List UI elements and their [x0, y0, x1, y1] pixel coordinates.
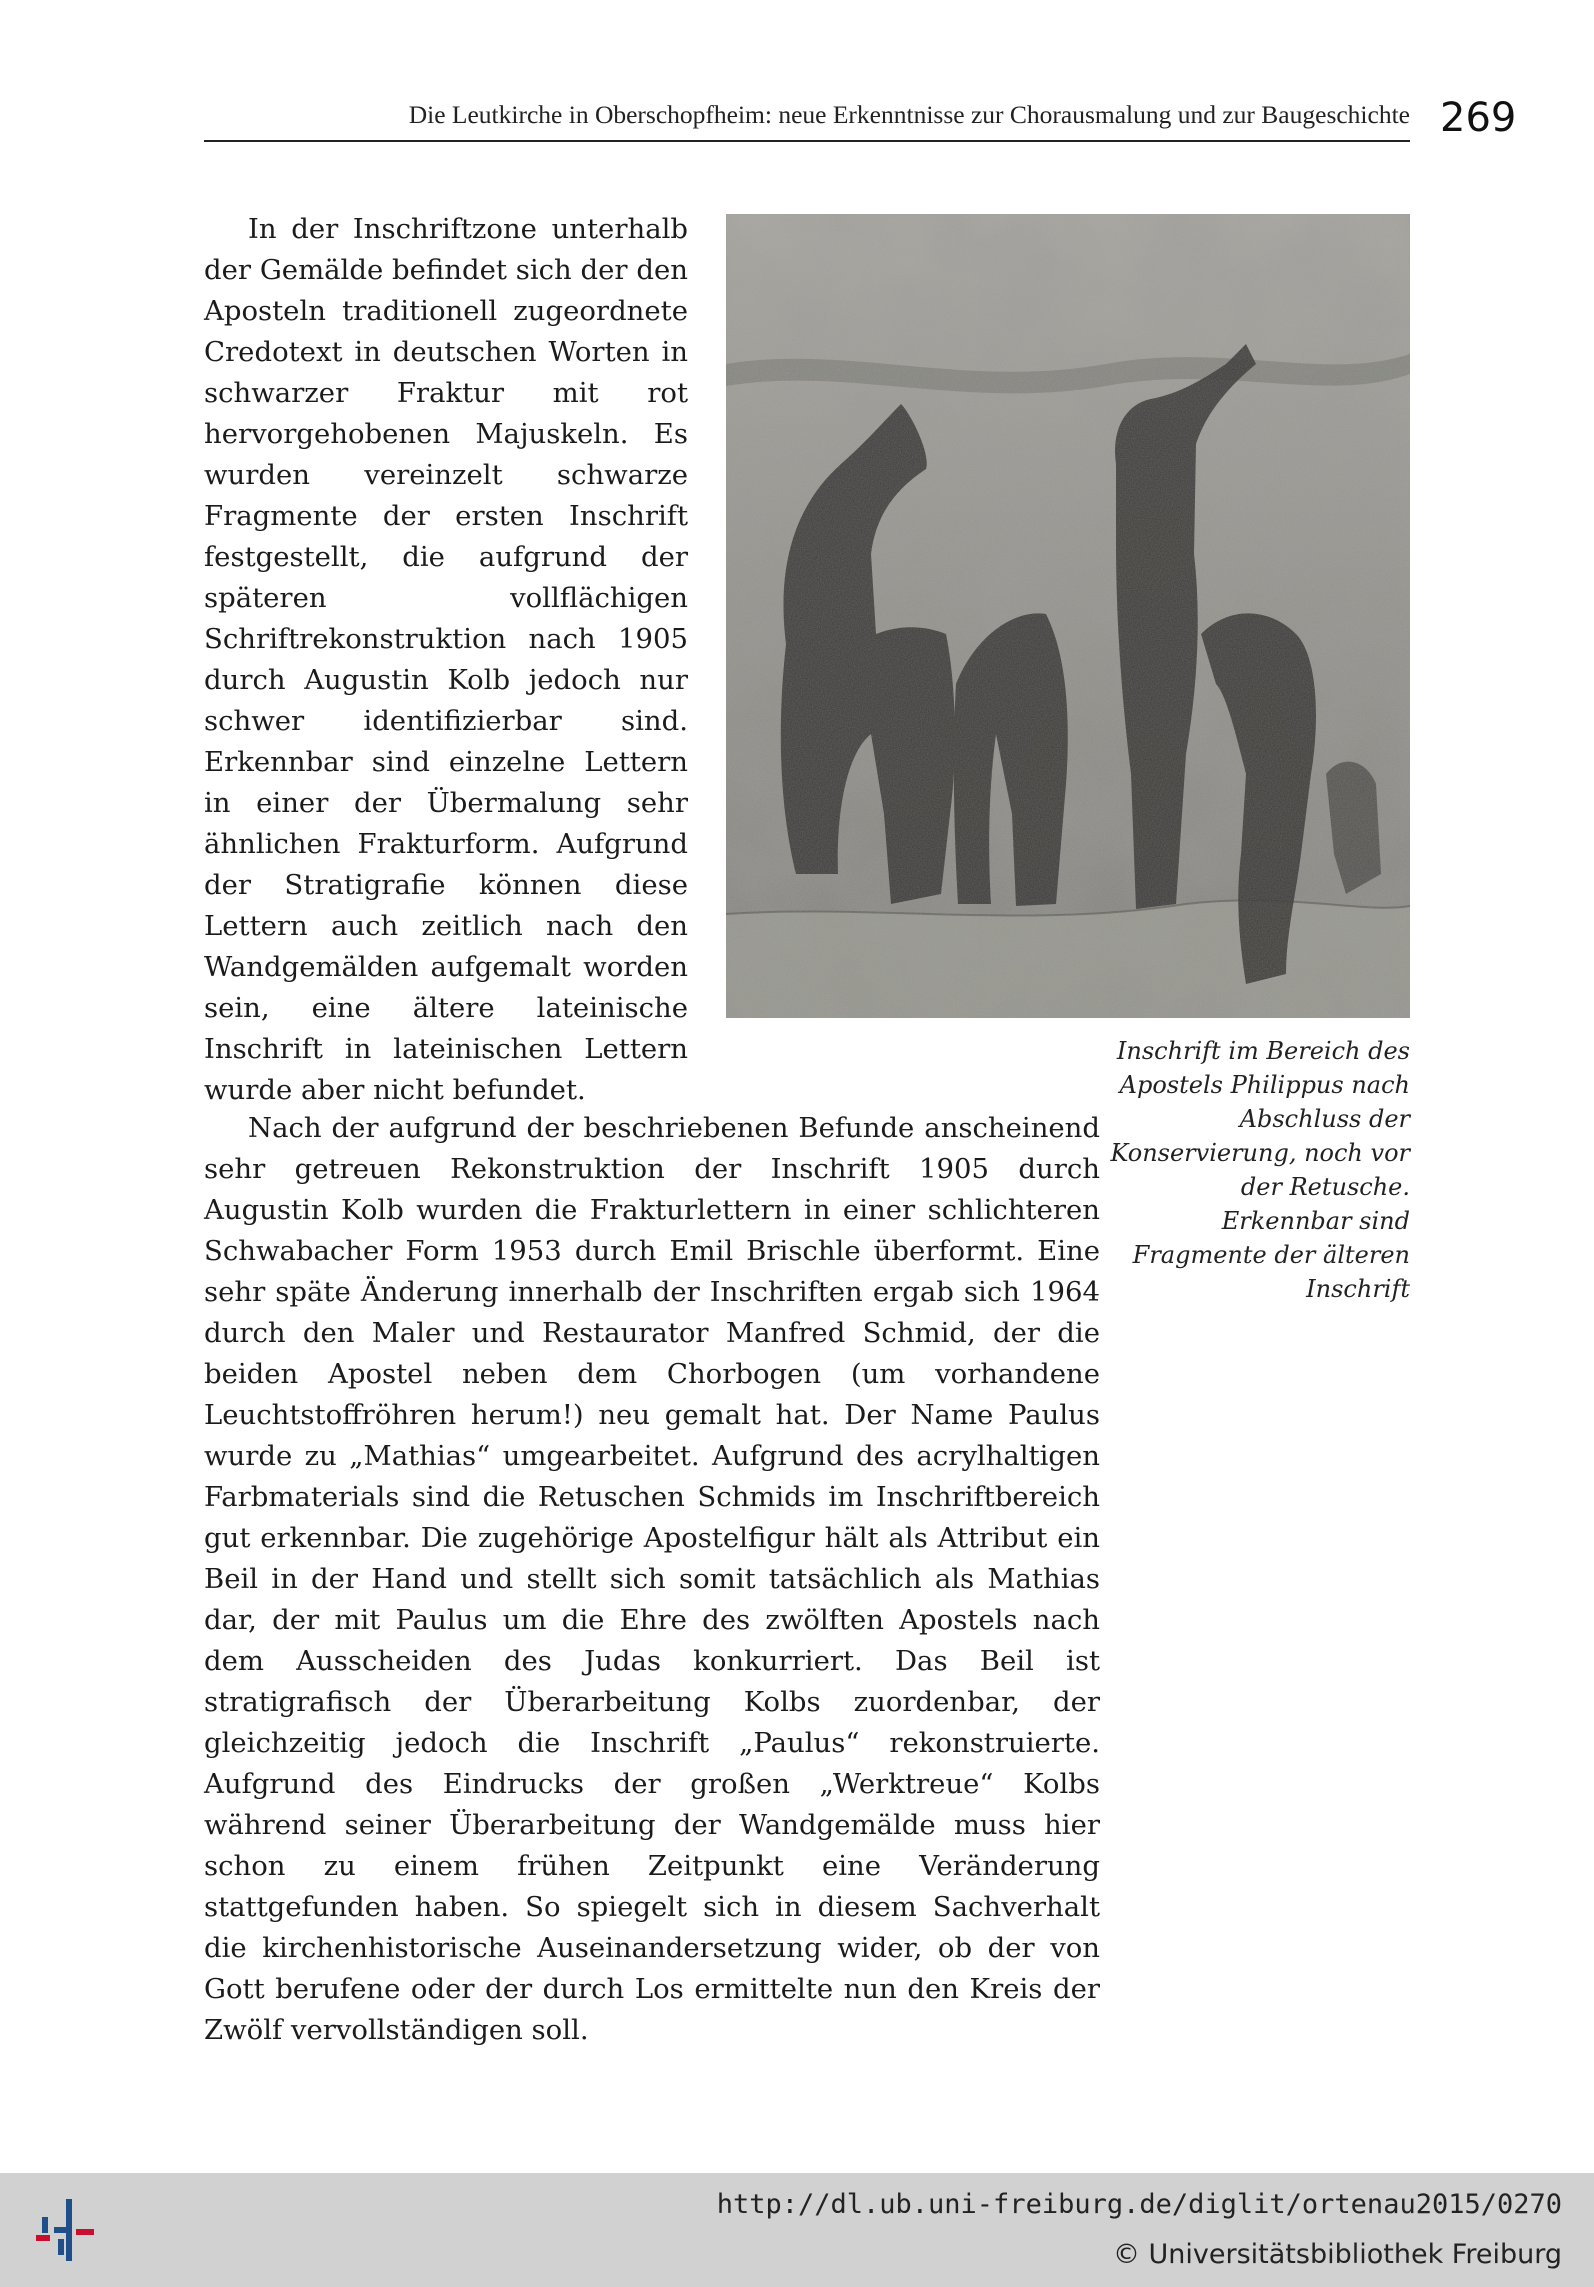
wall-inscription-photo-icon — [726, 214, 1410, 1018]
footer-copyright: © Universitätsbibliothek Freiburg — [1112, 2239, 1562, 2270]
inscription-photo — [726, 214, 1410, 1018]
figure-caption: Inschrift im Bereich des Apostels Philippus nach Abschluss der Konservierung, noch vor der Retusche. Erkennbar sind Fragmente der älteren Inschrift — [1110, 1037, 1410, 1303]
footer-bar — [0, 2173, 1594, 2287]
running-title: Die Leutkirche in Oberschopfheim: neue Erkenntnisse zur Chorausmalung und zur Baugeschichte — [408, 100, 1410, 129]
footer-url-link[interactable]: http://dl.ub.uni-freiburg.de/diglit/ortenau2015/0270 — [716, 2189, 1562, 2220]
body-paragraph-1: In der Inschriftzone unterhalb der Gemälde befindet sich der den Aposteln traditionell zugeordnete Credotext in deutschen Worten in schwarzer Fraktur mit rot hervorgehobenen Majuskeln. Es wurden vereinzelt schwarze Fragmente der ersten Inschrift festgestellt, die aufgrund der späteren vollflächigen Schriftrekonstruktion nach 1905 durch Augustin Kolb jedoch nur schwer identifizierbar sind. Erkennbar sind einzelne Lettern in einer der Übermalung sehr ähnlichen Frakturform. Aufgrund der Stratigrafie können diese Lettern auch zeitlich nach den Wandgemälden aufgemalt worden sein, eine ältere lateinische Inschrift in lateinischen Lettern wurde aber nicht befundet. — [204, 213, 688, 1106]
page-number: 269 — [1440, 95, 1517, 141]
running-head — [204, 96, 1410, 142]
ub-freiburg-logo-icon — [36, 2197, 102, 2263]
body-paragraph-2: Nach der aufgrund der beschriebenen Befunde anscheinend sehr getreuen Rekonstruktion der Inschrift 1905 durch Augustin Kolb wurden die Frakturlettern in einer schlichteren Schwabacher Form 1953 durch Emil Brischle überformt. Eine sehr späte Änderung innerhalb der Inschriften ergab sich 1964 durch den Maler und Restaurator Manfred Schmid, der die beiden Apostel neben dem Chorbogen (um vorhandene Leuchtstoffröhren herum!) neu gemalt hat. Der Name Paulus wurde zu „Mathias“ umgearbeitet. Aufgrund des acrylhaltigen Farbmaterials sind die Retuschen Schmids im Inschriftbereich gut erkennbar. Die zugehörige Apostelfigur hält als Attribut ein Beil in der Hand und stellt sich somit tatsächlich als Mathias dar, der mit Paulus um die Ehre des zwölften Apostels nach dem Ausscheiden des Judas konkurriert. Das Beil ist stratigrafisch der Überarbeitung Kolbs zuordenbar, der gleichzeitig jedoch die Inschrift „Paulus“ rekonstruierte. Aufgrund des Eindrucks der großen „Werktreue“ Kolbs während seiner Überarbeitung der Wandgemälde muss hier schon zu einem frühen Zeitpunkt eine Veränderung stattgefunden haben. So spiegelt sich in diesem Sachverhalt die kirchenhistorische Auseinandersetzung wider, ob der von Gott berufene oder der durch Los ermittelte nun den Kreis der Zwölf vervollständigen soll. — [204, 1112, 1100, 2046]
